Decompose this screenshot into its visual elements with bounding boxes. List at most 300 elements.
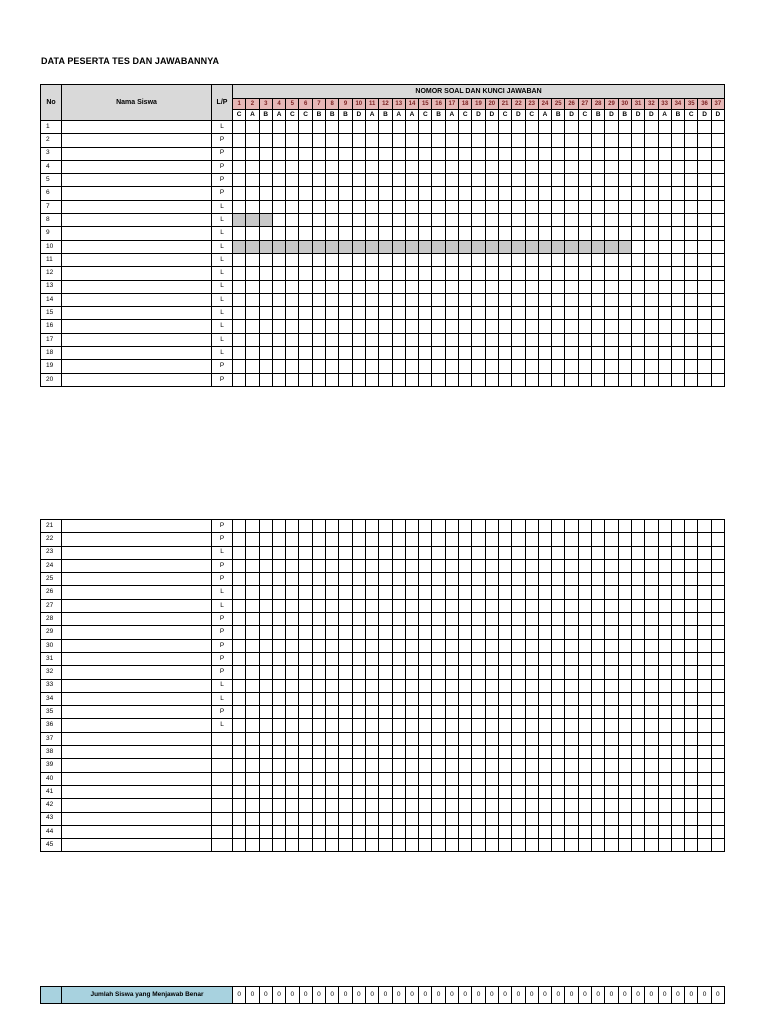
answer-cell[interactable] xyxy=(592,799,605,812)
answer-cell[interactable] xyxy=(392,746,405,759)
answer-cell[interactable] xyxy=(671,546,684,559)
answer-cell[interactable] xyxy=(339,373,352,386)
answer-cell[interactable] xyxy=(485,652,498,665)
answer-cell[interactable] xyxy=(272,360,285,373)
answer-cell[interactable] xyxy=(365,666,378,679)
answer-cell[interactable] xyxy=(525,333,538,346)
answer-cell[interactable] xyxy=(605,719,618,732)
answer-cell[interactable] xyxy=(685,772,698,785)
answer-cell[interactable] xyxy=(711,613,724,626)
answer-cell[interactable] xyxy=(405,692,418,705)
answer-cell[interactable] xyxy=(365,520,378,533)
answer-cell[interactable] xyxy=(671,293,684,306)
answer-cell[interactable] xyxy=(592,240,605,253)
answer-cell[interactable] xyxy=(658,573,671,586)
answer-cell[interactable] xyxy=(711,160,724,173)
answer-cell[interactable] xyxy=(658,253,671,266)
answer-cell[interactable] xyxy=(605,626,618,639)
answer-cell[interactable] xyxy=(445,799,458,812)
answer-cell[interactable] xyxy=(299,559,312,572)
answer-cell[interactable] xyxy=(525,160,538,173)
answer-cell[interactable] xyxy=(538,293,551,306)
answer-cell[interactable] xyxy=(698,666,711,679)
answer-cell[interactable] xyxy=(498,785,511,798)
answer-cell[interactable] xyxy=(698,293,711,306)
answer-cell[interactable] xyxy=(286,373,299,386)
answer-cell[interactable] xyxy=(645,227,658,240)
answer-cell[interactable] xyxy=(379,187,392,200)
answer-cell[interactable] xyxy=(312,799,325,812)
answer-cell[interactable] xyxy=(392,187,405,200)
answer-cell[interactable] xyxy=(405,706,418,719)
answer-cell[interactable] xyxy=(472,679,485,692)
answer-cell[interactable] xyxy=(645,373,658,386)
answer-cell[interactable] xyxy=(685,520,698,533)
answer-cell[interactable] xyxy=(233,307,246,320)
answer-cell[interactable] xyxy=(618,520,631,533)
answer-cell[interactable] xyxy=(618,546,631,559)
answer-cell[interactable] xyxy=(538,772,551,785)
answer-cell[interactable] xyxy=(445,679,458,692)
answer-cell[interactable] xyxy=(365,240,378,253)
answer-cell[interactable] xyxy=(365,652,378,665)
answer-cell[interactable] xyxy=(272,333,285,346)
answer-cell[interactable] xyxy=(578,759,591,772)
answer-cell[interactable] xyxy=(552,759,565,772)
answer-cell[interactable] xyxy=(658,613,671,626)
answer-cell[interactable] xyxy=(498,759,511,772)
answer-cell[interactable] xyxy=(525,347,538,360)
answer-cell[interactable] xyxy=(312,812,325,825)
answer-cell[interactable] xyxy=(246,679,259,692)
answer-cell[interactable] xyxy=(512,121,525,134)
answer-cell[interactable] xyxy=(246,626,259,639)
answer-cell[interactable] xyxy=(339,121,352,134)
answer-cell[interactable] xyxy=(671,586,684,599)
answer-cell[interactable] xyxy=(645,134,658,147)
answer-cell[interactable] xyxy=(312,333,325,346)
answer-cell[interactable] xyxy=(379,147,392,160)
answer-cell[interactable] xyxy=(685,174,698,187)
answer-cell[interactable] xyxy=(685,187,698,200)
answer-cell[interactable] xyxy=(565,746,578,759)
answer-cell[interactable] xyxy=(498,227,511,240)
answer-cell[interactable] xyxy=(658,732,671,745)
answer-cell[interactable] xyxy=(419,200,432,213)
answer-cell[interactable] xyxy=(365,360,378,373)
answer-cell[interactable] xyxy=(246,267,259,280)
answer-cell[interactable] xyxy=(658,825,671,838)
answer-cell[interactable] xyxy=(352,546,365,559)
answer-cell[interactable] xyxy=(552,533,565,546)
answer-cell[interactable] xyxy=(272,320,285,333)
answer-cell[interactable] xyxy=(246,200,259,213)
answer-cell[interactable] xyxy=(592,639,605,652)
answer-cell[interactable] xyxy=(352,293,365,306)
answer-cell[interactable] xyxy=(352,373,365,386)
answer-cell[interactable] xyxy=(259,520,272,533)
answer-cell[interactable] xyxy=(711,639,724,652)
answer-cell[interactable] xyxy=(711,546,724,559)
answer-cell[interactable] xyxy=(485,586,498,599)
answer-cell[interactable] xyxy=(352,147,365,160)
answer-cell[interactable] xyxy=(565,706,578,719)
answer-cell[interactable] xyxy=(631,599,644,612)
answer-cell[interactable] xyxy=(233,746,246,759)
answer-cell[interactable] xyxy=(472,559,485,572)
answer-cell[interactable] xyxy=(498,174,511,187)
student-name-cell[interactable] xyxy=(62,586,212,599)
answer-cell[interactable] xyxy=(339,719,352,732)
answer-cell[interactable] xyxy=(698,227,711,240)
answer-cell[interactable] xyxy=(272,759,285,772)
answer-cell[interactable] xyxy=(392,812,405,825)
answer-cell[interactable] xyxy=(485,839,498,852)
answer-cell[interactable] xyxy=(259,267,272,280)
answer-cell[interactable] xyxy=(605,679,618,692)
answer-cell[interactable] xyxy=(671,347,684,360)
answer-cell[interactable] xyxy=(419,333,432,346)
answer-cell[interactable] xyxy=(565,373,578,386)
answer-cell[interactable] xyxy=(592,599,605,612)
answer-cell[interactable] xyxy=(339,227,352,240)
answer-cell[interactable] xyxy=(312,573,325,586)
answer-cell[interactable] xyxy=(498,253,511,266)
answer-cell[interactable] xyxy=(379,679,392,692)
answer-cell[interactable] xyxy=(631,267,644,280)
answer-cell[interactable] xyxy=(711,825,724,838)
answer-cell[interactable] xyxy=(578,147,591,160)
answer-cell[interactable] xyxy=(711,839,724,852)
answer-cell[interactable] xyxy=(339,652,352,665)
answer-cell[interactable] xyxy=(671,520,684,533)
answer-cell[interactable] xyxy=(286,187,299,200)
answer-cell[interactable] xyxy=(472,333,485,346)
answer-cell[interactable] xyxy=(379,174,392,187)
answer-cell[interactable] xyxy=(685,546,698,559)
answer-cell[interactable] xyxy=(312,692,325,705)
answer-cell[interactable] xyxy=(698,280,711,293)
answer-cell[interactable] xyxy=(392,613,405,626)
answer-cell[interactable] xyxy=(711,121,724,134)
answer-cell[interactable] xyxy=(392,839,405,852)
answer-cell[interactable] xyxy=(339,280,352,293)
answer-cell[interactable] xyxy=(299,839,312,852)
answer-cell[interactable] xyxy=(552,333,565,346)
student-name-cell[interactable] xyxy=(62,293,212,306)
answer-cell[interactable] xyxy=(379,227,392,240)
answer-cell[interactable] xyxy=(592,373,605,386)
answer-cell[interactable] xyxy=(671,732,684,745)
answer-cell[interactable] xyxy=(711,360,724,373)
answer-cell[interactable] xyxy=(405,759,418,772)
answer-cell[interactable] xyxy=(459,360,472,373)
answer-cell[interactable] xyxy=(312,586,325,599)
answer-cell[interactable] xyxy=(552,772,565,785)
answer-cell[interactable] xyxy=(538,373,551,386)
answer-cell[interactable] xyxy=(658,785,671,798)
answer-cell[interactable] xyxy=(671,320,684,333)
answer-cell[interactable] xyxy=(552,360,565,373)
answer-cell[interactable] xyxy=(365,333,378,346)
answer-cell[interactable] xyxy=(432,759,445,772)
answer-cell[interactable] xyxy=(352,134,365,147)
answer-cell[interactable] xyxy=(459,719,472,732)
student-name-cell[interactable] xyxy=(62,639,212,652)
answer-cell[interactable] xyxy=(525,639,538,652)
answer-cell[interactable] xyxy=(339,320,352,333)
answer-cell[interactable] xyxy=(326,280,339,293)
answer-cell[interactable] xyxy=(605,227,618,240)
answer-cell[interactable] xyxy=(405,732,418,745)
answer-cell[interactable] xyxy=(299,520,312,533)
answer-cell[interactable] xyxy=(299,719,312,732)
answer-cell[interactable] xyxy=(233,692,246,705)
answer-cell[interactable] xyxy=(286,812,299,825)
answer-cell[interactable] xyxy=(339,240,352,253)
student-name-cell[interactable] xyxy=(62,746,212,759)
student-name-cell[interactable] xyxy=(62,559,212,572)
answer-cell[interactable] xyxy=(618,586,631,599)
answer-cell[interactable] xyxy=(299,373,312,386)
answer-cell[interactable] xyxy=(578,692,591,705)
answer-cell[interactable] xyxy=(405,160,418,173)
answer-cell[interactable] xyxy=(498,320,511,333)
answer-cell[interactable] xyxy=(419,214,432,227)
answer-cell[interactable] xyxy=(419,174,432,187)
answer-cell[interactable] xyxy=(645,174,658,187)
answer-cell[interactable] xyxy=(246,719,259,732)
answer-cell[interactable] xyxy=(286,639,299,652)
answer-cell[interactable] xyxy=(392,626,405,639)
answer-cell[interactable] xyxy=(525,267,538,280)
answer-cell[interactable] xyxy=(698,214,711,227)
answer-cell[interactable] xyxy=(445,267,458,280)
answer-cell[interactable] xyxy=(352,599,365,612)
answer-cell[interactable] xyxy=(272,160,285,173)
student-name-cell[interactable] xyxy=(62,599,212,612)
answer-cell[interactable] xyxy=(498,599,511,612)
answer-cell[interactable] xyxy=(379,200,392,213)
answer-cell[interactable] xyxy=(605,759,618,772)
answer-cell[interactable] xyxy=(339,639,352,652)
answer-cell[interactable] xyxy=(645,692,658,705)
answer-cell[interactable] xyxy=(326,772,339,785)
answer-cell[interactable] xyxy=(419,732,432,745)
student-name-cell[interactable] xyxy=(62,347,212,360)
answer-cell[interactable] xyxy=(352,839,365,852)
answer-cell[interactable] xyxy=(631,732,644,745)
answer-cell[interactable] xyxy=(671,533,684,546)
answer-cell[interactable] xyxy=(485,692,498,705)
answer-cell[interactable] xyxy=(259,559,272,572)
answer-cell[interactable] xyxy=(286,360,299,373)
answer-cell[interactable] xyxy=(645,772,658,785)
answer-cell[interactable] xyxy=(299,573,312,586)
answer-cell[interactable] xyxy=(259,360,272,373)
answer-cell[interactable] xyxy=(352,825,365,838)
answer-cell[interactable] xyxy=(578,732,591,745)
answer-cell[interactable] xyxy=(286,746,299,759)
answer-cell[interactable] xyxy=(592,546,605,559)
answer-cell[interactable] xyxy=(392,214,405,227)
answer-cell[interactable] xyxy=(658,586,671,599)
student-name-cell[interactable] xyxy=(62,253,212,266)
answer-cell[interactable] xyxy=(472,187,485,200)
answer-cell[interactable] xyxy=(326,839,339,852)
answer-cell[interactable] xyxy=(259,200,272,213)
answer-cell[interactable] xyxy=(312,320,325,333)
answer-cell[interactable] xyxy=(578,134,591,147)
answer-cell[interactable] xyxy=(685,280,698,293)
answer-cell[interactable] xyxy=(286,121,299,134)
answer-cell[interactable] xyxy=(445,812,458,825)
answer-cell[interactable] xyxy=(671,307,684,320)
answer-cell[interactable] xyxy=(525,599,538,612)
answer-cell[interactable] xyxy=(432,746,445,759)
answer-cell[interactable] xyxy=(432,586,445,599)
answer-cell[interactable] xyxy=(538,759,551,772)
answer-cell[interactable] xyxy=(379,719,392,732)
answer-cell[interactable] xyxy=(658,812,671,825)
answer-cell[interactable] xyxy=(525,320,538,333)
answer-cell[interactable] xyxy=(233,253,246,266)
answer-cell[interactable] xyxy=(498,160,511,173)
answer-cell[interactable] xyxy=(512,293,525,306)
answer-cell[interactable] xyxy=(432,134,445,147)
answer-cell[interactable] xyxy=(272,174,285,187)
answer-cell[interactable] xyxy=(552,347,565,360)
answer-cell[interactable] xyxy=(512,520,525,533)
answer-cell[interactable] xyxy=(552,652,565,665)
answer-cell[interactable] xyxy=(485,121,498,134)
answer-cell[interactable] xyxy=(419,706,432,719)
answer-cell[interactable] xyxy=(565,825,578,838)
answer-cell[interactable] xyxy=(233,160,246,173)
answer-cell[interactable] xyxy=(286,666,299,679)
answer-cell[interactable] xyxy=(538,546,551,559)
answer-cell[interactable] xyxy=(578,533,591,546)
answer-cell[interactable] xyxy=(578,679,591,692)
answer-cell[interactable] xyxy=(312,759,325,772)
answer-cell[interactable] xyxy=(685,652,698,665)
answer-cell[interactable] xyxy=(233,347,246,360)
answer-cell[interactable] xyxy=(286,267,299,280)
answer-cell[interactable] xyxy=(459,573,472,586)
answer-cell[interactable] xyxy=(419,320,432,333)
answer-cell[interactable] xyxy=(552,546,565,559)
answer-cell[interactable] xyxy=(233,679,246,692)
answer-cell[interactable] xyxy=(445,307,458,320)
answer-cell[interactable] xyxy=(565,719,578,732)
answer-cell[interactable] xyxy=(419,652,432,665)
answer-cell[interactable] xyxy=(698,599,711,612)
answer-cell[interactable] xyxy=(618,613,631,626)
answer-cell[interactable] xyxy=(405,613,418,626)
answer-cell[interactable] xyxy=(472,666,485,679)
answer-cell[interactable] xyxy=(658,639,671,652)
answer-cell[interactable] xyxy=(445,533,458,546)
answer-cell[interactable] xyxy=(685,360,698,373)
answer-cell[interactable] xyxy=(645,732,658,745)
answer-cell[interactable] xyxy=(631,293,644,306)
answer-cell[interactable] xyxy=(698,147,711,160)
answer-cell[interactable] xyxy=(246,320,259,333)
answer-cell[interactable] xyxy=(299,759,312,772)
student-name-cell[interactable] xyxy=(62,812,212,825)
answer-cell[interactable] xyxy=(352,799,365,812)
answer-cell[interactable] xyxy=(658,772,671,785)
answer-cell[interactable] xyxy=(552,187,565,200)
answer-cell[interactable] xyxy=(405,812,418,825)
answer-cell[interactable] xyxy=(671,839,684,852)
answer-cell[interactable] xyxy=(405,200,418,213)
answer-cell[interactable] xyxy=(365,746,378,759)
answer-cell[interactable] xyxy=(711,666,724,679)
answer-cell[interactable] xyxy=(352,732,365,745)
answer-cell[interactable] xyxy=(272,227,285,240)
answer-cell[interactable] xyxy=(419,692,432,705)
answer-cell[interactable] xyxy=(685,214,698,227)
answer-cell[interactable] xyxy=(538,307,551,320)
answer-cell[interactable] xyxy=(485,200,498,213)
answer-cell[interactable] xyxy=(698,706,711,719)
answer-cell[interactable] xyxy=(259,546,272,559)
answer-cell[interactable] xyxy=(272,240,285,253)
student-name-cell[interactable] xyxy=(62,759,212,772)
answer-cell[interactable] xyxy=(233,280,246,293)
answer-cell[interactable] xyxy=(711,200,724,213)
answer-cell[interactable] xyxy=(339,360,352,373)
answer-cell[interactable] xyxy=(538,825,551,838)
answer-cell[interactable] xyxy=(379,293,392,306)
answer-cell[interactable] xyxy=(525,187,538,200)
answer-cell[interactable] xyxy=(472,785,485,798)
answer-cell[interactable] xyxy=(339,347,352,360)
answer-cell[interactable] xyxy=(419,280,432,293)
answer-cell[interactable] xyxy=(512,546,525,559)
answer-cell[interactable] xyxy=(538,652,551,665)
answer-cell[interactable] xyxy=(259,573,272,586)
answer-cell[interactable] xyxy=(498,732,511,745)
answer-cell[interactable] xyxy=(392,267,405,280)
answer-cell[interactable] xyxy=(286,240,299,253)
answer-cell[interactable] xyxy=(459,799,472,812)
answer-cell[interactable] xyxy=(618,293,631,306)
answer-cell[interactable] xyxy=(552,825,565,838)
answer-cell[interactable] xyxy=(498,147,511,160)
answer-cell[interactable] xyxy=(405,267,418,280)
answer-cell[interactable] xyxy=(711,746,724,759)
answer-cell[interactable] xyxy=(631,839,644,852)
answer-cell[interactable] xyxy=(272,347,285,360)
answer-cell[interactable] xyxy=(685,533,698,546)
answer-cell[interactable] xyxy=(339,785,352,798)
answer-cell[interactable] xyxy=(698,799,711,812)
answer-cell[interactable] xyxy=(645,666,658,679)
answer-cell[interactable] xyxy=(525,533,538,546)
answer-cell[interactable] xyxy=(233,134,246,147)
answer-cell[interactable] xyxy=(618,347,631,360)
answer-cell[interactable] xyxy=(246,666,259,679)
answer-cell[interactable] xyxy=(552,200,565,213)
answer-cell[interactable] xyxy=(392,280,405,293)
answer-cell[interactable] xyxy=(605,732,618,745)
answer-cell[interactable] xyxy=(365,200,378,213)
answer-cell[interactable] xyxy=(326,626,339,639)
answer-cell[interactable] xyxy=(658,147,671,160)
answer-cell[interactable] xyxy=(419,293,432,306)
